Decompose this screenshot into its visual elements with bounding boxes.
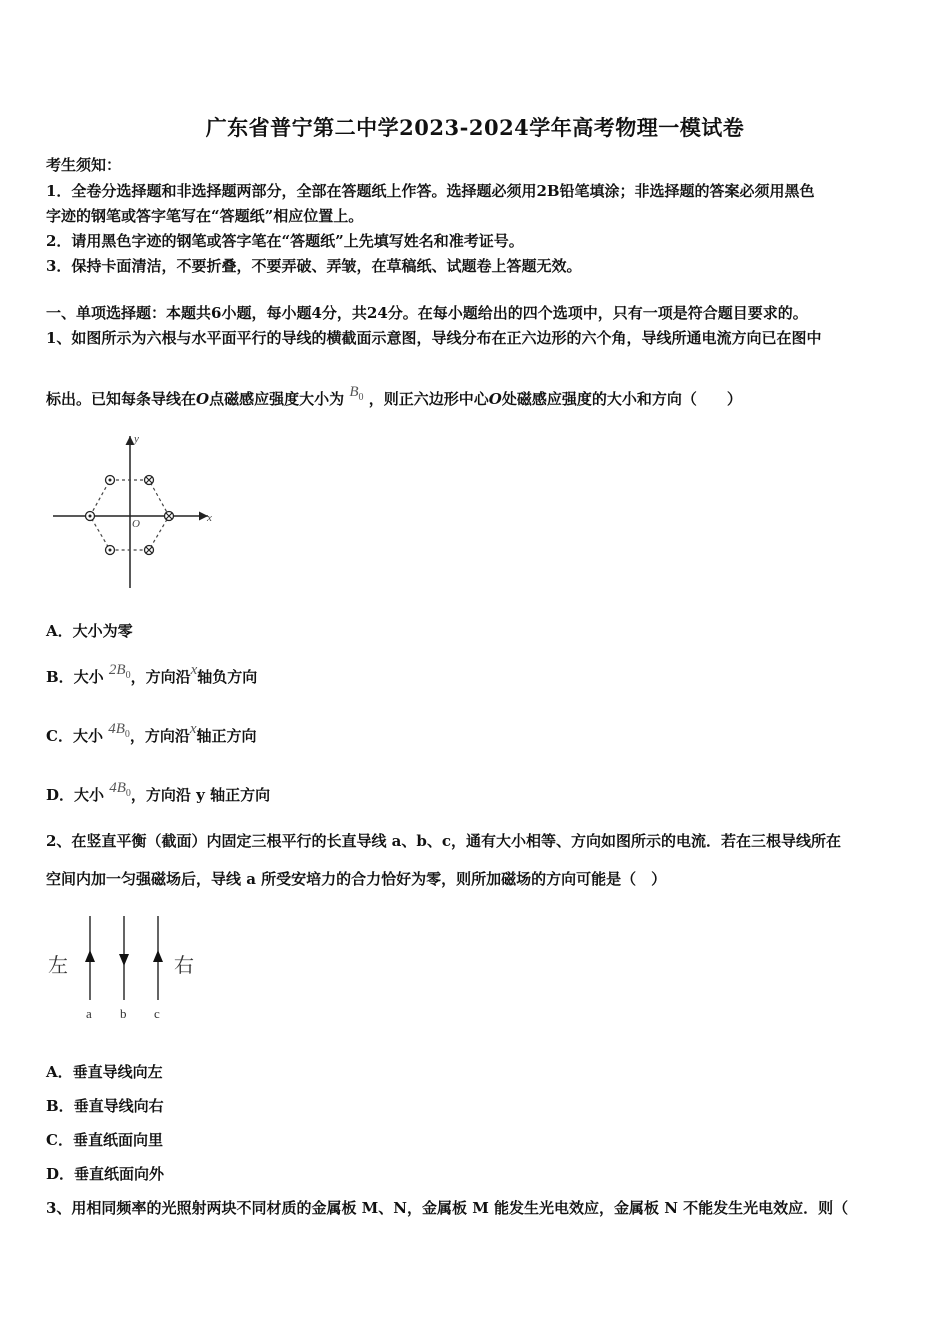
q1-stem-line2: 标出。已知每条导线在O点磁感应强度大小为 $B_0$ ，则正六边形中心O处磁感应强度的大小和方向（ ） <box>46 384 742 408</box>
notice-item: 1．全卷分选择题和非选择题两部分，全部在答题纸上作答。选择题必须用2B铅笔填涂；非选择题的答案必须用黑色 <box>46 182 815 200</box>
notice-item: 字迹的钢笔或答字笔写在“答题纸”相应位置上。 <box>46 207 364 225</box>
b0-symbol: $B_0$ <box>349 384 364 403</box>
q3-stem-line1: 3、用相同频率的光照射两块不同材质的金属板 M、N，金属板 M 能发生光电效应，金属板 N 不能发生光电效应．则（ <box>46 1199 849 1217</box>
q2-option-c: C．垂直纸面向里 <box>46 1131 163 1149</box>
arrow-down-icon <box>119 954 129 966</box>
q1-option-b: B．大小 $2B_0$，方向沿x轴负方向 <box>46 662 258 686</box>
wire-c-label: c <box>154 1006 160 1021</box>
wire-dot-icon <box>106 546 115 555</box>
wire-dot-icon <box>86 512 95 521</box>
page-title: 广东省普宁第二中学2023-2024学年高考物理一模试卷 <box>205 115 745 140</box>
q2-option-b: B．垂直导线向右 <box>46 1097 164 1115</box>
wire-dot-icon <box>106 476 115 485</box>
arrow-up-icon <box>153 950 163 962</box>
hexagon-wires-figure <box>48 428 228 593</box>
section-heading: 一、单项选择题：本题共6小题，每小题4分，共24分。在每小题给出的四个选项中，只有一项是符合题目要求的。 <box>46 304 808 322</box>
q1-option-d: D．大小 $4B_0$，方向沿 y 轴正方向 <box>46 780 271 804</box>
origin-label: O <box>132 518 140 530</box>
q2-stem-line2: 空间内加一匀强磁场后，导线 a 所受安培力的合力恰好为零，则所加磁场的方向可能是（ ） <box>46 870 667 888</box>
q1-option-a: A．大小为零 <box>46 622 133 640</box>
q1-stem-line1: 1、如图所示为六根与水平面平行的导线的横截面示意图，导线分布在正六边形的六个角，导线所通电流方向已在图中 <box>46 329 822 347</box>
q1-option-c: C．大小 $4B_0$，方向沿x轴正方向 <box>46 721 257 745</box>
q2-option-a: A．垂直导线向左 <box>46 1063 163 1081</box>
wire-b-label: b <box>120 1006 127 1021</box>
arrow-up-icon <box>85 950 95 962</box>
x-axis-label: x <box>207 512 212 524</box>
wire-a-label: a <box>86 1006 92 1021</box>
wire-cross-icon <box>145 546 154 555</box>
notice-item: 3．保持卡面清洁，不要折叠，不要弄破、弄皱，在草稿纸、试题卷上答题无效。 <box>46 257 582 275</box>
notice-item: 2．请用黑色字迹的钢笔或答字笔在“答题纸”上先填写姓名和准考证号。 <box>46 232 524 250</box>
left-label: 左 <box>48 955 68 977</box>
y-axis-label: y <box>134 433 139 445</box>
notice-heading: 考生须知： <box>46 156 122 174</box>
q2-option-d: D．垂直纸面向外 <box>46 1165 165 1183</box>
three-wires-figure <box>40 910 210 1028</box>
q2-stem-line1: 2、在竖直平衡（截面）内固定三根平行的长直导线 a、b、c，通有大小相等、方向如图所示的电流．若在三根导线所在 <box>46 832 842 850</box>
wire-cross-icon <box>145 476 154 485</box>
wire-cross-icon <box>165 512 174 521</box>
right-label: 右 <box>174 955 194 977</box>
